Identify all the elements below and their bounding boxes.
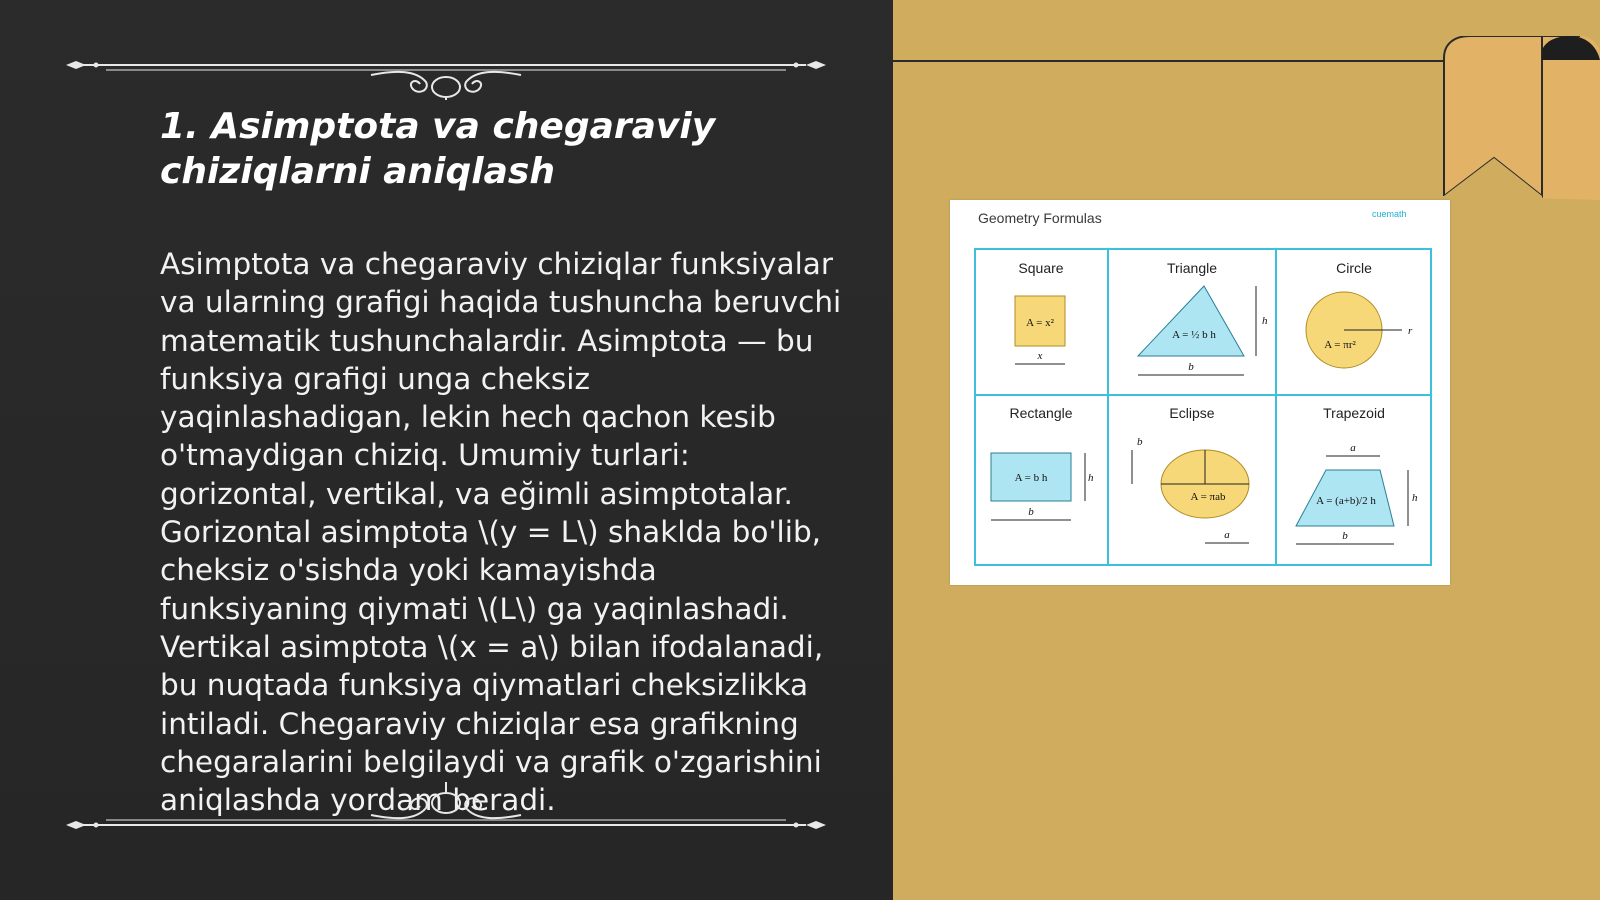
square-dim-x: x [1037,350,1043,362]
rectangle-dim-b: b [1028,506,1034,518]
cell-label-circle: Circle [1336,260,1372,276]
trapezoid-dim-a: a [1350,442,1356,454]
trapezoid-dim-b: b [1342,530,1348,542]
rectangle-dim-h: h [1088,472,1094,484]
eclipse-formula: A = πab [1190,491,1226,503]
triangle-formula: A = ½ b h [1172,329,1216,341]
eclipse-dim-b: b [1137,436,1143,448]
cell-label-trapezoid: Trapezoid [1323,405,1385,421]
geometry-formulas-image [950,200,1450,585]
slide-body-text: Asimptota va chegaraviy chiziqlar funksiyalar va ularning grafigi haqida tushuncha beruvchi matematik tushunchalardir. Asimptota — bu funksiya grafigi unga cheksiz yaqinlashadigan, lekin hech qachon kesib o'tmaydigan chiziq. Umumiy turlari: gorizontal, vertikal, va eğimli asimptotalar. Gorizontal asimptota \(y = L\) shaklda bo'lib, cheksiz o'sishda yoki kamayishda funksiyaning qiymati \(L\) ga yaqinlashadi. Vertikal asimptota \(x = a\) bilan ifodalanadi, bu nuqtada funksiya qiymatlari cheksizlikka intiladi. Chegaraviy chiziqlar esa grafikning chegaralarini belgilaydi va grafik o'zgarishini aniqlashda yordam beradi. [160,247,842,818]
circle-formula: A = πr² [1324,339,1356,351]
rectangle-formula: A = b h [1014,472,1048,484]
brand-logo: cuemath [1372,209,1407,219]
triangle-dim-h: h [1262,315,1268,327]
formula-grid [974,248,1432,566]
cell-label-square: Square [1018,260,1064,276]
top-ornament-divider [66,40,826,100]
bookmark-ribbon [1430,36,1600,200]
triangle-dim-b: b [1188,361,1194,373]
cell-label-rectangle: Rectangle [1009,405,1073,421]
trapezoid-formula: A = (a+b)/2 h [1316,495,1376,507]
slide-title: 1. Asimptota va chegaraviy chiziqlarni aniqlash [160,106,716,192]
trapezoid-dim-h: h [1412,492,1418,504]
image-title: Geometry Formulas [978,210,1102,226]
square-formula: A = x² [1026,317,1054,329]
cell-label-eclipse: Eclipse [1169,405,1215,421]
bottom-ornament-divider [66,775,826,835]
cell-label-triangle: Triangle [1166,260,1218,276]
circle-dim-r: r [1408,325,1413,337]
eclipse-dim-a: a [1224,529,1230,541]
